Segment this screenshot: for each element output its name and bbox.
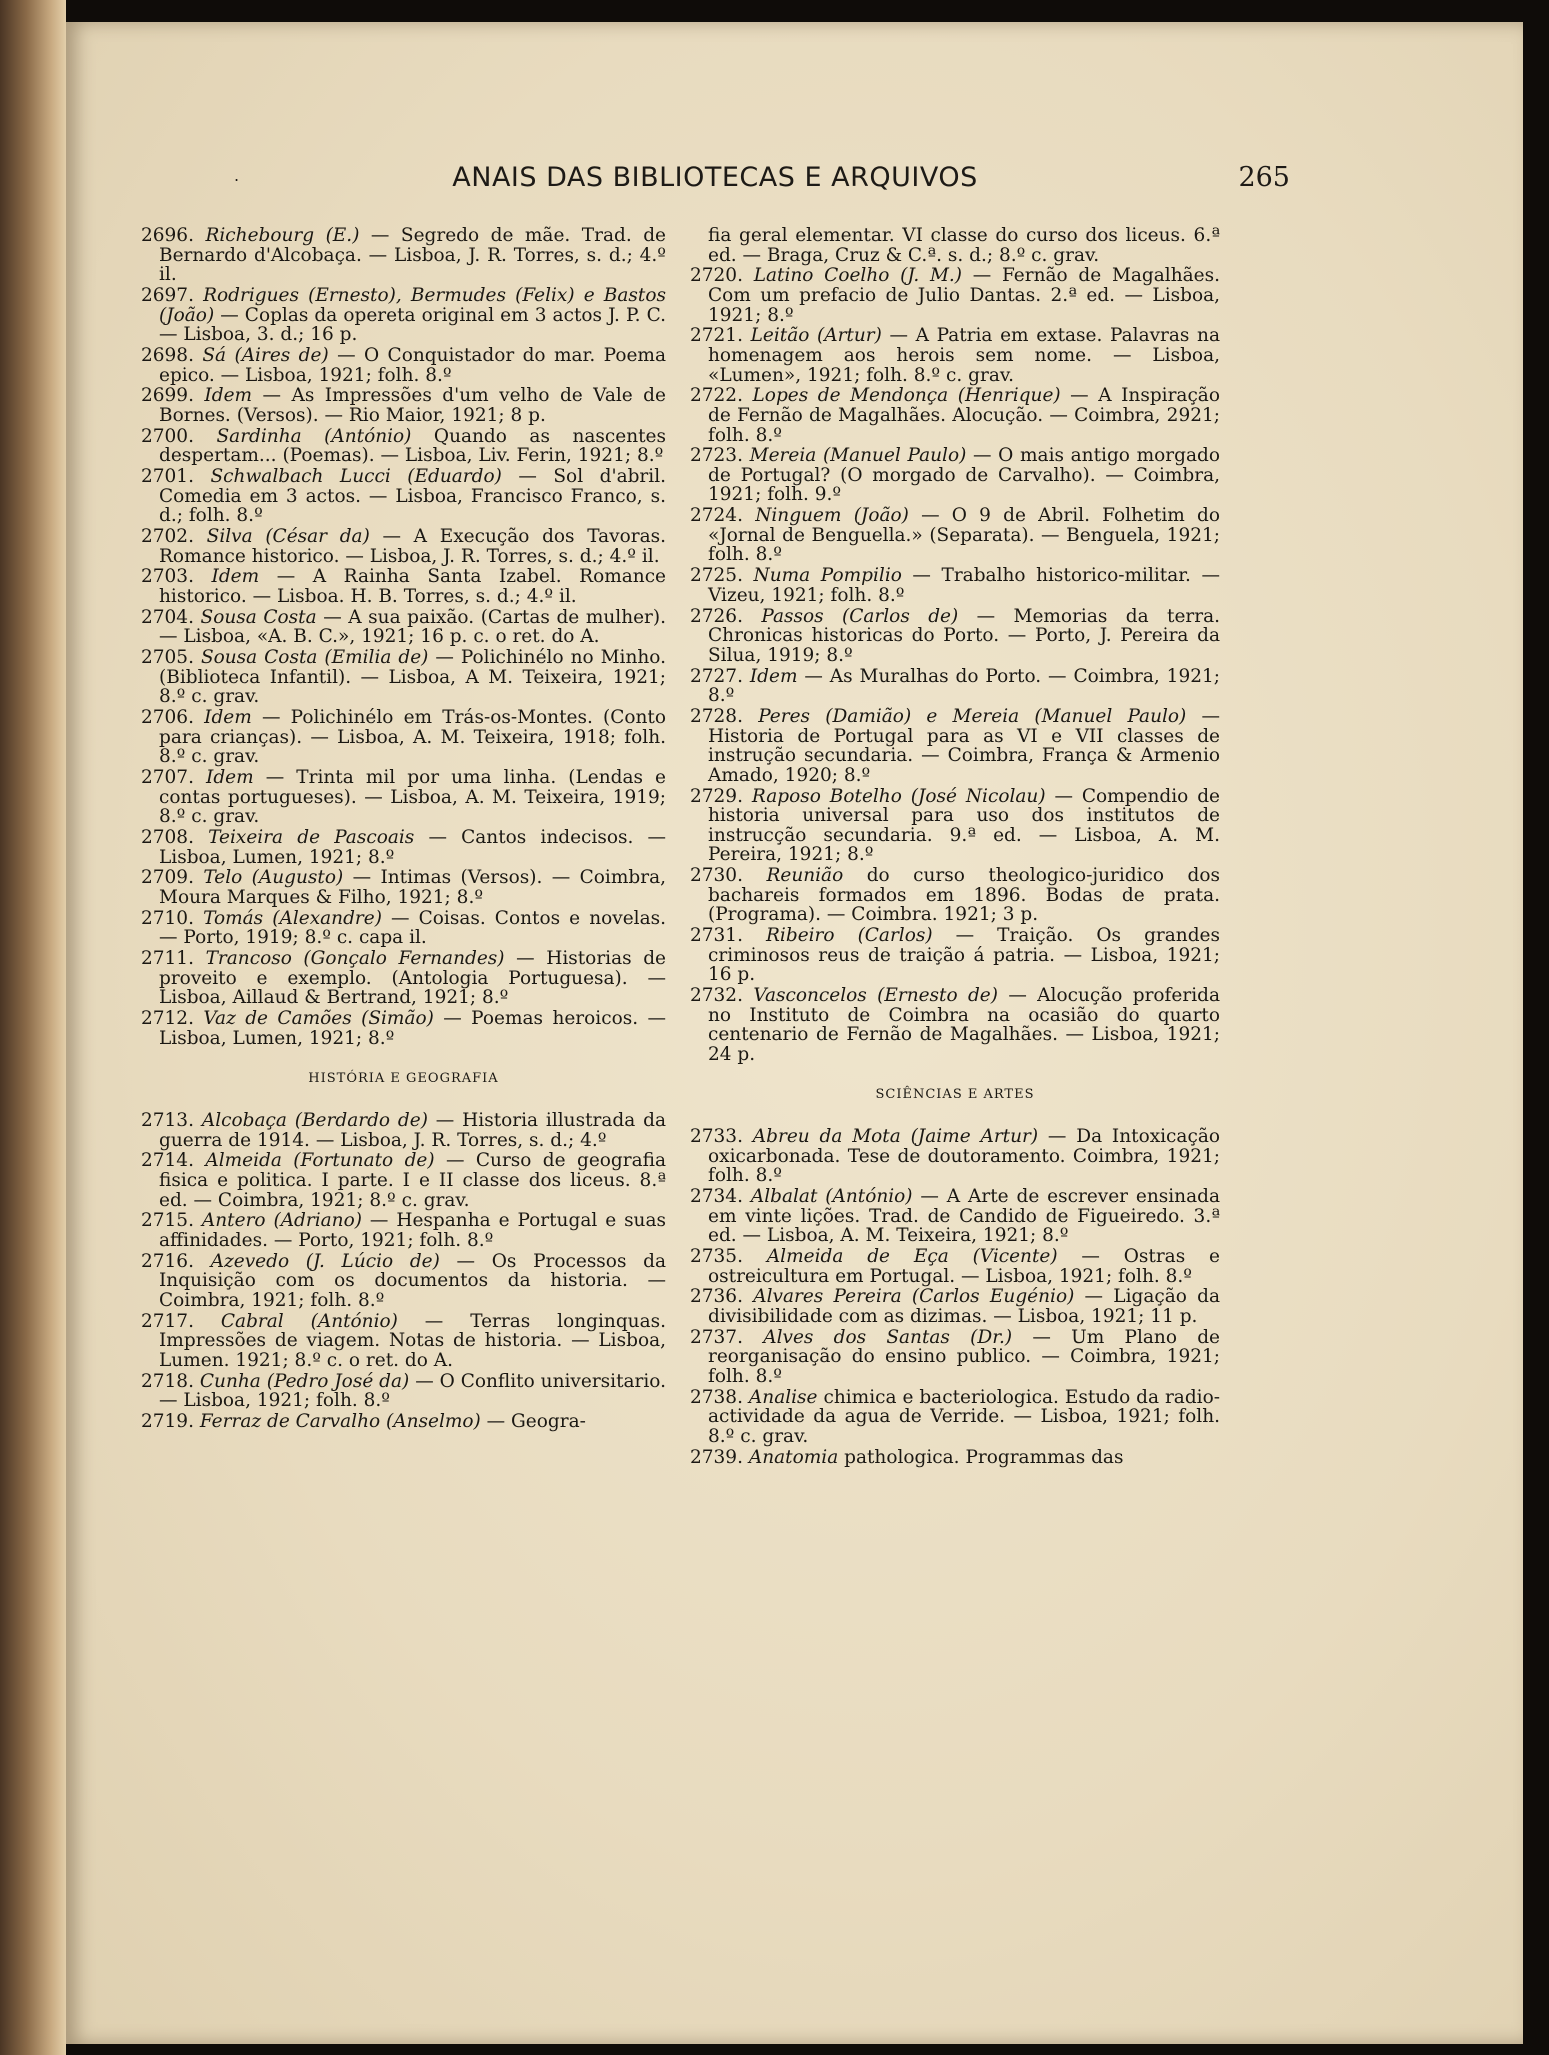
entry-text: — Trabalho historico-militar. — Vizeu, 1921; folh. 8.º: [708, 565, 1220, 606]
entry-number: 2696.: [141, 225, 194, 246]
entry-number: 2729.: [690, 785, 743, 807]
entry-number: 2703.: [141, 566, 194, 588]
catalog-entry: [141, 828, 666, 867]
catalog-entry: [141, 1211, 666, 1250]
entry-number: 2704.: [141, 606, 194, 628]
catalog-entry: [141, 1252, 666, 1311]
entry-text: chimica e bacteriologica. Estudo da radio-actividade da agua de Verride. — Lisboa, 1921; folh. 8.º c. grav.: [708, 1386, 1220, 1447]
catalog-entry: [141, 567, 666, 606]
entry-number: 2710.: [141, 907, 194, 929]
entry-author: Alves dos Santas (Dr.): [763, 1326, 1013, 1348]
entry-author: Numa Pompilio: [753, 565, 902, 587]
entry-text: pathologica. Programmas das: [838, 1446, 1124, 1468]
catalog-entry: [690, 326, 1220, 385]
catalog-entry: [141, 608, 666, 647]
entry-number: 2702.: [141, 526, 194, 548]
entry-number: 2734.: [690, 1185, 743, 1207]
catalog-entry: [690, 866, 1220, 925]
entry-author: Albalat (António): [750, 1185, 913, 1207]
entry-author: Abreu da Mota (Jaime Artur): [752, 1125, 1039, 1147]
entry-number: 2716.: [141, 1250, 194, 1272]
catalog-entry: [141, 768, 666, 827]
catalog-entry: [141, 386, 666, 425]
entry-text: fia geral elementar. VI classe do curso dos liceus. 6.ª ed. — Braga, Cruz & C.ª. s. d.; 8.º c. grav.: [708, 225, 1220, 266]
entry-author: Telo (Augusto): [203, 867, 344, 889]
section-heading-sciences: SCIÊNCIAS E ARTES: [875, 1087, 1035, 1103]
catalog-entry: [690, 986, 1220, 1064]
catalog-entry: [141, 527, 666, 566]
catalog-entry: [690, 1247, 1220, 1286]
entry-text: — O Conquistador do mar. Poema epico. — Lisboa, 1921; folh. 8.º: [159, 344, 666, 386]
entry-text: — O 9 de Abril. Folhetim do «Jornal de Benguella.» (Separata). — Benguela, 1921; folh. 8.º: [708, 505, 1220, 566]
entry-text: Quando as nascentes despertam... (Poemas). — Lisboa, Liv. Ferin, 1921; 8.º: [159, 425, 666, 467]
entry-number: 2724.: [690, 505, 743, 527]
section-heading-history: HISTÓRIA E GEOGRAFIA: [308, 1071, 499, 1087]
catalog-entry: [690, 707, 1220, 785]
entry-author: Vaz de Camões (Simão): [203, 1008, 434, 1030]
entry-author: Richebourg (E.): [205, 225, 360, 246]
catalog-entry: [690, 506, 1220, 565]
entry-number: 2700.: [141, 425, 194, 447]
left-column: [141, 226, 666, 1433]
entry-text: — Fernão de Magalhães. Com um prefacio de Julio Dantas. 2.ª ed. — Lisboa, 1921; 8.º: [708, 265, 1220, 326]
entry-author: Rodrigues (Ernesto), Bermudes (Felix) e Bastos (João): [159, 284, 666, 326]
entry-text: — Da Intoxicação oxicarbonada. Tese de doutoramento. Coimbra, 1921; folh. 8.º: [708, 1125, 1220, 1187]
entry-author: Alvares Pereira (Carlos Eugénio): [753, 1286, 1075, 1308]
catalog-entry: [690, 1127, 1220, 1186]
catalog-entry: [690, 1388, 1220, 1447]
entry-number: 2699.: [141, 385, 194, 407]
entry-author: Peres (Damião) e Mereia (Manuel Paulo): [758, 705, 1187, 727]
entry-author: Almeida (Fortunato de): [205, 1150, 435, 1172]
catalog-entry: [141, 1151, 666, 1210]
entry-number: 2739.: [690, 1446, 743, 1468]
running-header: [140, 148, 1290, 198]
catalog-entry: [141, 909, 666, 948]
entry-text: — Coisas. Contos e novelas. — Porto, 1919; 8.º c. capa il.: [159, 907, 666, 949]
entry-author: Idem: [204, 707, 252, 729]
page-title: ANAIS DAS BIBLIOTECAS E ARQUIVOS: [452, 162, 978, 193]
entry-author: Mereia (Manuel Paulo): [749, 445, 967, 467]
catalog-entry: [690, 667, 1220, 706]
catalog-entry: [141, 1372, 666, 1411]
entry-number: 2712.: [141, 1008, 194, 1030]
entry-author: Azevedo (J. Lúcio de): [210, 1250, 440, 1272]
entry-author: Idem: [749, 665, 798, 687]
entry-text: — Hespanha e Portugal e suas affinidades. — Porto, 1921; folh. 8.º: [159, 1210, 666, 1251]
entry-author: Leitão (Artur): [750, 325, 882, 347]
sciences-entries-list: [690, 1127, 1220, 1467]
entry-number: 2726.: [690, 605, 743, 627]
catalog-entry: [141, 1009, 666, 1048]
catalog-entry: [141, 467, 666, 526]
right-column: [690, 226, 1220, 1468]
entry-text: — A Arte de escrever ensinada em vinte lições. Trad. de Candido de Figueiredo. 3.ª ed. — Lisboa, A. M. Teixeira, 1921; 8.º: [708, 1185, 1220, 1247]
catalog-entry: [690, 386, 1220, 445]
entry-author: Cunha (Pedro José da): [199, 1370, 410, 1392]
entry-number: 2715.: [141, 1210, 194, 1232]
catalog-entry: [690, 226, 1220, 265]
entry-author: Silva (César da): [206, 526, 370, 548]
entry-text: — Historia illustrada da guerra de 1914. — Lisboa, J. R. Torres, s. d.; 4.º: [159, 1109, 666, 1151]
entry-number: 2711.: [141, 948, 194, 970]
entry-author: Ninguem (João): [755, 505, 909, 527]
right-entries-list: [690, 226, 1220, 1064]
entry-text: — Cantos indecisos. — Lisboa, Lumen, 1921; 8.º: [159, 827, 666, 868]
entry-text: — Geogra-: [480, 1410, 586, 1432]
entry-text: do curso theologico-juridico dos bachareis formados em 1896. Bodas de prata. (Programa). — Coimbra. 1921; 3 p.: [708, 865, 1220, 926]
entry-number: 2722.: [690, 385, 743, 407]
entry-text: — A sua paixão. (Cartas de mulher). — Lisboa, «A. B. C.», 1921; 16 p. c. o ret. do A.: [159, 606, 666, 648]
entry-author: Ferraz de Carvalho (Anselmo): [199, 1410, 481, 1432]
entry-number: 2714.: [141, 1150, 194, 1172]
entry-text: — Historias de proveito e exemplo. (Antologia Portuguesa). — Lisboa, Aillaud & Bertrand, 1921; 8.º: [159, 948, 666, 1009]
entry-text: — O mais antigo morgado de Portugal? (O morgado de Carvalho). — Coimbra, 1921; folh. 9.º: [708, 445, 1220, 506]
entry-number: 2706.: [141, 707, 194, 729]
entry-author: Tomás (Alexandre): [203, 907, 382, 929]
catalog-entry: [690, 926, 1220, 985]
entry-text: — As Muralhas do Porto. — Coimbra, 1921; 8.º: [708, 665, 1220, 707]
entry-author: Almeida de Eça (Vicente): [766, 1245, 1058, 1267]
entry-author: Passos (Carlos de): [761, 605, 959, 627]
catalog-entry: [141, 1111, 666, 1150]
catalog-entry: [690, 1187, 1220, 1246]
entry-number: 2727.: [690, 665, 743, 687]
entry-author: Cabral (António): [220, 1310, 398, 1332]
catalog-entry: [690, 787, 1220, 865]
entry-author: Trancoso (Gonçalo Fernandes): [205, 948, 505, 970]
entry-author: Anatomia: [748, 1446, 839, 1468]
catalog-entry: [141, 949, 666, 1008]
entry-text: — Compendio de historia universal para uso dos institutos de instrucção secundaria. 9.ª ed. — Lisboa, A. M. Pereira, 1921; 8.º: [708, 785, 1220, 866]
catalog-entry: [690, 1448, 1220, 1468]
catalog-entry: [141, 648, 666, 707]
entry-number: 2718.: [141, 1370, 194, 1392]
entry-text: — Intimas (Versos). — Coimbra, Moura Marques & Filho, 1921; 8.º: [159, 867, 666, 909]
entry-author: Ribeiro (Carlos): [766, 925, 933, 947]
entry-number: 2730.: [690, 865, 743, 887]
entry-text: — A Rainha Santa Izabel. Romance historico. — Lisboa. H. B. Torres, s. d.; 4.º il.: [159, 566, 667, 607]
entry-number: 2736.: [690, 1286, 743, 1308]
entry-number: 2713.: [141, 1109, 194, 1131]
catalog-entry: [141, 427, 666, 466]
entry-text: — A Execução dos Tavoras. Romance historico. — Lisboa, J. R. Torres, s. d.; 4.º il.: [159, 526, 666, 567]
entry-text: — Curso de geografia fisica e politica. I parte. I e II classe dos liceus. 8.ª ed. — Coimbra, 1921; 8.º c. grav.: [159, 1150, 666, 1211]
entry-number: 2735.: [690, 1245, 743, 1267]
entry-number: 2708.: [141, 827, 194, 849]
catalog-entry: [141, 226, 666, 285]
entry-text: — Polichinélo em Trás-os-Montes. (Conto para crianças). — Lisboa, A. M. Teixeira, 1918; folh. 8.º c. grav.: [159, 707, 666, 768]
entry-number: 2725.: [690, 565, 743, 587]
entry-number: 2731.: [690, 925, 743, 947]
entry-author: Idem: [206, 767, 254, 789]
entry-number: 2733.: [690, 1125, 743, 1147]
entry-text: — Um Plano de reorganisação do ensino publico. — Coimbra, 1921; folh. 8.º: [708, 1326, 1220, 1387]
entry-number: 2737.: [690, 1326, 743, 1348]
catalog-entry: [690, 607, 1220, 666]
page-number: 265: [1238, 162, 1290, 193]
entry-author: Sousa Costa: [200, 606, 317, 628]
header-mark: .: [234, 166, 240, 185]
catalog-entry: [141, 1312, 666, 1371]
entry-text: — Historia de Portugal para as VI e VII classes de instrução secundaria. — Coimbra, França & Armenio Amado, 1920; 8.º: [708, 705, 1220, 786]
entry-text: — Memorias da terra. Chronicas historicas do Porto. — Porto, J. Pereira da Silua, 1919; 8.º: [708, 605, 1220, 666]
entry-number: 2719.: [141, 1410, 194, 1432]
entry-number: 2738.: [690, 1386, 743, 1408]
entry-number: 2705.: [141, 647, 194, 669]
entry-number: 2723.: [690, 445, 743, 467]
entry-number: 2698.: [141, 344, 194, 366]
entry-author: Sá (Aires de): [202, 344, 329, 366]
entry-number: 2717.: [141, 1310, 194, 1332]
entry-text: — Ligação da divisibilidade com as dizimas. — Lisboa, 1921; 11 p.: [708, 1286, 1220, 1327]
book-spine: [0, 0, 66, 2055]
entry-text: — Trinta mil por uma linha. (Lendas e contas portugueses). — Lisboa, A. M. Teixeira, 1919; 8.º c. grav.: [159, 767, 666, 828]
entry-text: — Segredo de mãe. Trad. de Bernardo d'Alcobaça. — Lisboa, J. R. Torres, s. d.; 4.º il.: [159, 225, 666, 286]
entry-text: — Traição. Os grandes criminosos reus de traição á patria. — Lisboa, 1921; 16 p.: [708, 925, 1220, 986]
catalog-entry: [141, 708, 666, 767]
entry-text: — Os Processos da Inquisição com os documentos da historia. — Coimbra, 1921; folh. 8.º: [159, 1250, 666, 1311]
catalog-entry: [690, 1328, 1220, 1387]
entry-number: 2697.: [141, 284, 194, 306]
catalog-entry: [141, 1412, 666, 1432]
entry-text: — A Inspiração de Fernão de Magalhães. Alocução. — Coimbra, 2921; folh. 8.º: [708, 385, 1220, 446]
entry-author: Idem: [204, 385, 253, 407]
catalog-entry: [141, 346, 666, 385]
catalog-entry: [141, 868, 666, 907]
entry-text: — Sol d'abril. Comedia em 3 actos. — Lisboa, Francisco Franco, s. d.; folh. 8.º: [159, 466, 666, 527]
entry-author: Sardinha (António): [216, 425, 412, 447]
entry-number: 2701.: [141, 466, 194, 488]
entry-text: — O Conflito universitario. — Lisboa, 1921; folh. 8.º: [159, 1370, 666, 1412]
entry-text: — A Patria em extase. Palavras na homenagem aos herois sem nome. — Lisboa, «Lumen», 1921; folh. 8.º c. grav.: [708, 325, 1220, 386]
catalog-entry: [141, 286, 666, 345]
entry-number: 2728.: [690, 705, 743, 727]
entry-number: 2721.: [690, 325, 743, 347]
entry-text: — Poemas heroicos. — Lisboa, Lumen, 1921; 8.º: [159, 1008, 666, 1049]
history-entries-list: [141, 1111, 666, 1432]
catalog-entry: [690, 566, 1220, 605]
entry-number: 2709.: [141, 867, 194, 889]
catalog-entry: [690, 446, 1220, 505]
entry-author: Raposo Botelho (José Nicolau): [751, 785, 1046, 807]
entry-number: 2720.: [690, 265, 743, 287]
entry-author: Latino Coelho (J. M.): [753, 265, 962, 287]
left-entries-list: [141, 226, 666, 1048]
entry-author: Reunião: [766, 865, 844, 887]
entry-text: — Terras longinquas. Impressões de viagem. Notas de historia. — Lisboa, Lumen. 1921; 8.º c. o ret. do A.: [159, 1310, 666, 1371]
entry-author: Sousa Costa (Emilia de): [200, 647, 429, 669]
catalog-entry: [690, 1287, 1220, 1326]
entry-text: — As Impressões d'um velho de Vale de Bornes. (Versos). — Rio Maior, 1921; 8 p.: [159, 385, 666, 426]
entry-author: Antero (Adriano): [201, 1210, 362, 1232]
entry-author: Analise: [748, 1386, 818, 1408]
entry-text: — Coplas da opereta original em 3 actos J. P. C. — Lisboa, 3. d.; 16 p.: [159, 304, 666, 346]
entry-author: Vasconcelos (Ernesto de): [753, 985, 998, 1006]
entry-author: Lopes de Mendonça (Henrique): [752, 385, 1061, 407]
catalog-entry: [690, 266, 1220, 325]
entry-number: 2707.: [141, 767, 194, 789]
entry-text: — Alocução proferida no Instituto de Coimbra na ocasião do quarto centenario de Fernão de Magalhães. — Lisboa, 1921; 24 p.: [708, 985, 1220, 1065]
entry-number: 2732.: [690, 985, 743, 1006]
entry-author: Teixeira de Pascoais: [208, 827, 415, 849]
entry-author: Schwalbach Lucci (Eduardo): [210, 466, 502, 488]
entry-author: Alcobaça (Berdardo de): [201, 1109, 428, 1131]
entry-text: — Polichinélo no Minho. (Biblioteca Infantil). — Lisboa, A M. Teixeira, 1921; 8.º c. grav.: [159, 647, 666, 708]
entry-text: — Ostras e ostreicultura em Portugal. — Lisboa, 1921; folh. 8.º: [708, 1245, 1220, 1287]
entry-author: Idem: [211, 566, 260, 588]
